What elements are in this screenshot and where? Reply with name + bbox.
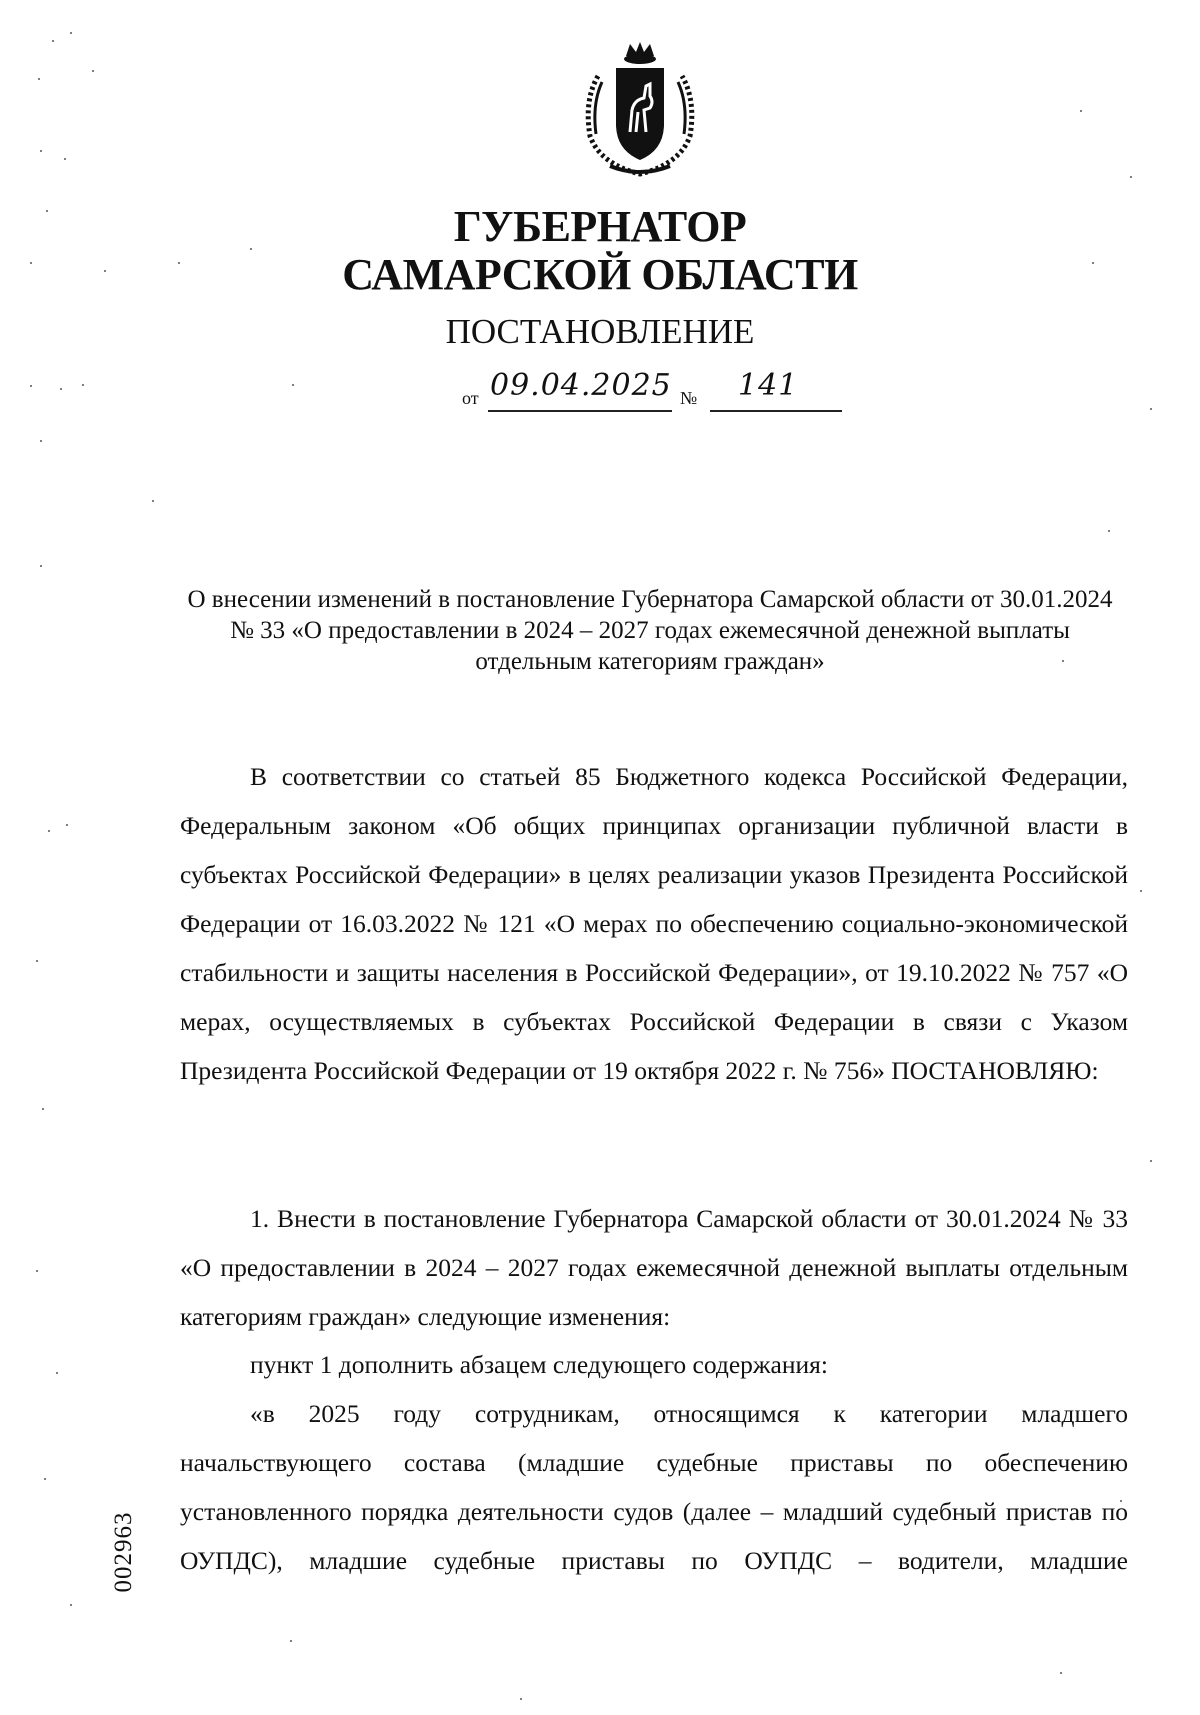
quoted-amendment-paragraph: «в 2025 году сотрудникам, относящимся к категории младшего начальствующего состава (младшие судебные приставы по обеспечению установленного порядка деятельности судов (далее – младший судебный пристав по ОУПДС), младшие судебные приставы по ОУПДС – водители, младшие [180,1399,1128,1575]
side-serial-number: 002963 [110,1511,137,1593]
number-underline [710,410,842,412]
date-number-line [462,368,862,412]
coat-of-arms-emblem [580,38,700,178]
date-underline [488,410,672,412]
date-prefix: от [462,388,479,408]
document-type: ПОСТАНОВЛЕНИЕ [445,312,755,351]
handwritten-number: 141 [738,368,799,403]
subitem-paragraph: пункт 1 дополнить абзацем следующего содержания: [250,1350,828,1379]
preamble-paragraph: В соответствии со статьей 85 Бюджетного кодекса Российской Федерации, Федеральным законом «Об общих принципах организации публичной власти в субъектах Российской Федерации» в целях реализации указов Президента Российской Федерации от 16.03.2022 № 121 «О мерах по обеспечению социально-экономической стабильности и защиты населения в Российской Федерации», от 19.10.2022 № 757 «О мерах, осуществляемых в субъектах Российской Федерации в связи с Указом Президента Российской Федерации от 19 октября 2022 г. № 756» ПОСТАНОВЛЯЮ: [180,762,1128,1085]
item-1-paragraph: 1. Внести в постановление Губернатора Самарской области от 30.01.2024 № 33 «О предоставлении в 2024 – 2027 годах ежемесячной денежной выплаты отдельным категориям граждан» следующие изменения: [180,1204,1128,1331]
document-title: О внесении изменений в постановление Губернатора Самарской области от 30.01.2024 № 33 «О предоставлении в 2024 – 2027 годах ежемесячной денежной выплаты отдельным категориям граждан» [187,586,1113,675]
handwritten-date: 09.04.2025 [490,368,672,403]
governor-heading: ГУБЕРНАТОР [453,202,747,251]
region-heading: САМАРСКОЙ ОБЛАСТИ [342,250,858,299]
number-sign: № [680,388,698,408]
